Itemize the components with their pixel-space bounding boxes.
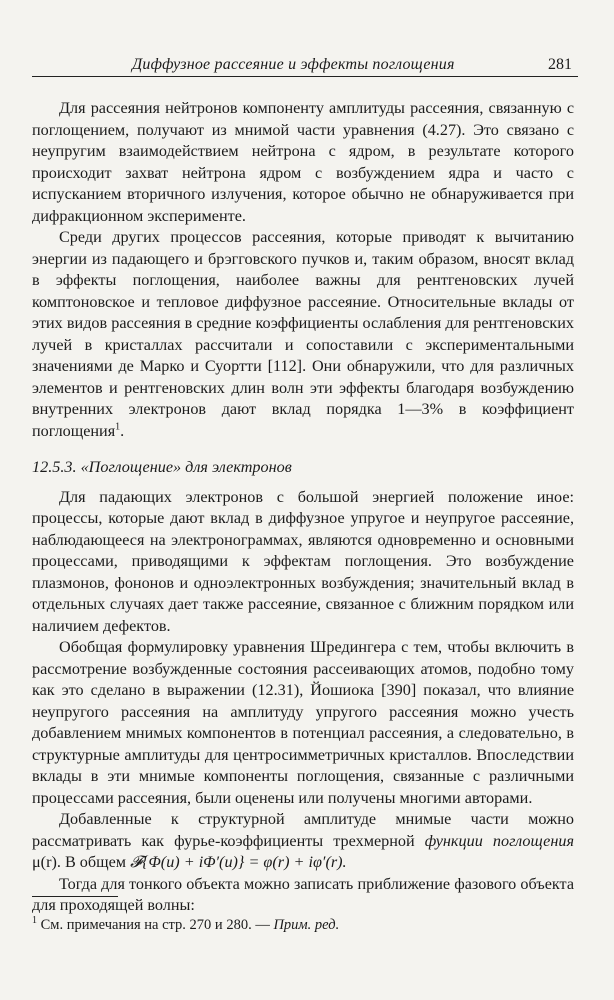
footnote-divider [32, 896, 118, 897]
page-header [32, 52, 578, 77]
footnote [32, 916, 572, 934]
footnote-reference: 1 [115, 421, 121, 433]
paragraph-electrons: Для падающих электронов с большой энергией положение иное: процессы, которые дают вклад в диффузное упругое и неупругое рассеяние, наблюдающееся на электронограммах, являются одновременно и основными процессами, приводящими к эффектам поглощения. Это возбуждение плазмонов, фононов и одноэлектронных возбуждения; значительный вклад в отдельных случаях дает также рассеяние, связанное с ближним порядком или наличием дефектов. [32, 487, 574, 635]
paragraph-schrodinger: Обобщая формулировку уравнения Шредингера с тем, чтобы включить в рассмотрение возбужденные состояния рассеивающих атомов, подобно тому как это сделано в выражении (12.31), Йошиока [390] показал, что влияние неупругого рассеяния на амплитуду упругого рассеяния можно учесть добавлением мнимых компонентов в потенциал рассеяния, а следовательно, в структурные амплитуды для центросимметричных кристаллов. Впоследствии вклады в эти мнимые компоненты поглощения, связанные с различными процессами рассеяния, были оценены или получены многими авторами. [32, 638, 574, 807]
paragraph-text: μ(r). В общем [32, 853, 131, 871]
equation-fourier: 𝓕{Φ(u) + iΦ′(u)} = φ(r) + iφ′(r). [130, 853, 347, 871]
paragraph-neutron-absorption: Для рассеяния нейтронов компоненту амплитуды рассеяния, связанную с поглощением, получают из мнимой части уравнения (4.27). Это связано с неупругим взаимодействием нейтрона с ядром, в результате которого происходит захват нейтрона ядром с возбуждением ядра и часто с испусканием вторичного излучения, которое обычно не обнаруживается при дифракционном эксперименте. [32, 99, 574, 225]
term-absorption-function: функции поглощения [424, 831, 574, 850]
paragraph-end: . [120, 421, 125, 440]
paragraph-phase-object: Тогда для тонкого объекта можно записать приближение фазового объекта для проходящей волны: [32, 874, 574, 914]
page-number: 281 [548, 56, 572, 73]
paragraph-text: Добавленные к структурной амплитуде мнимые части можно рассматривать как фурье-коэффициенты трехмерной [32, 810, 574, 850]
body-text [32, 98, 574, 917]
footnote-editor-note: Прим. ред. [273, 917, 340, 933]
paragraph-other-scattering [32, 227, 574, 442]
running-head: Диффузное рассеяние и эффекты поглощения [132, 56, 455, 73]
footnote-mark: 1 [32, 915, 37, 927]
paragraph-absorption-function [32, 809, 574, 874]
paragraph-text: Среди других процессов рассеяния, которые приводят к вычитанию энергии из падающего и брэгговского пучков и, таким образом, вносят вклад в эффекты поглощения, наиболее важны для рентгеновских лучей комптоновское и тепловое диффузное рассеяние. Относительные вклады от этих видов рассеяния в средние коэффициенты ослабления для рентгеновских лучей в кристаллах рассчитали и сопоставили с экспериментальными значениями де Марко и Суортти [112]. Они обнаружили, что для различных элементов и рентгеновских длин волн эти эффекты благодаря возбуждению внутренних электронов дают вклад порядка 1—3% в коэффициент поглощения [32, 228, 574, 440]
section-heading: 12.5.3. «Поглощение» для электронов [32, 458, 292, 476]
footnote-text: См. примечания на стр. 270 и 280. — [37, 917, 274, 933]
